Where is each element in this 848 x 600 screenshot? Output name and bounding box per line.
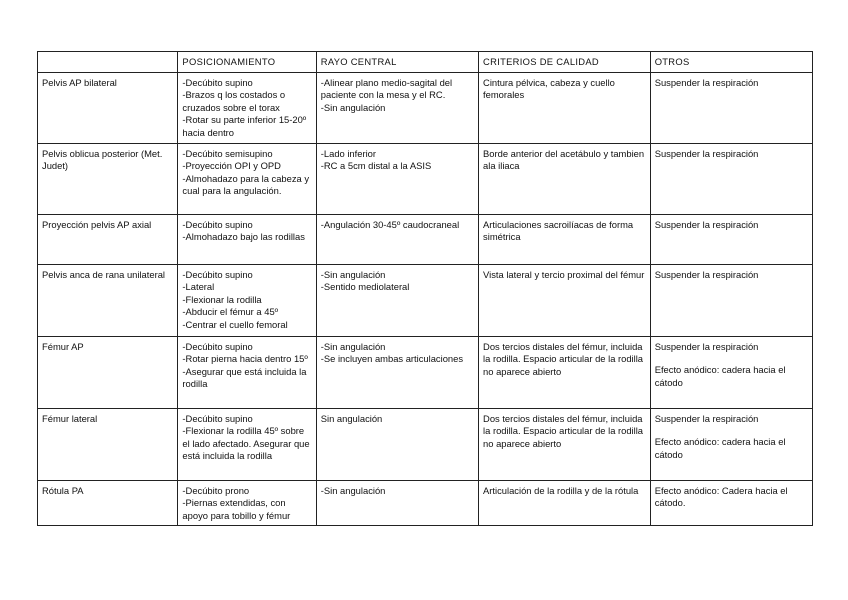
table-row	[38, 144, 813, 215]
cell-criterios: Dos tercios distales del fémur, incluida la rodilla. Espacio articular de la rodilla no aparece abierto	[479, 337, 651, 409]
cell-posicionamiento: -Decúbito supino -Flexionar la rodilla 45º sobre el lado afectado. Asegurar que está incluida la rodilla	[178, 409, 316, 481]
cell-otros: Suspender la respiración	[650, 73, 812, 144]
header-rayo-central: RAYO CENTRAL	[316, 52, 478, 73]
row-name: Rótula PA	[38, 481, 178, 526]
row-name: Pelvis AP bilateral	[38, 73, 178, 144]
cell-criterios: Articulaciones sacroilíacas de forma simétrica	[479, 215, 651, 265]
cell-rayo-central: -Sin angulación -Se incluyen ambas articulaciones	[316, 337, 478, 409]
cell-criterios: Vista lateral y tercio proximal del fémur	[479, 265, 651, 337]
table-row	[38, 215, 813, 265]
cell-rayo-central: -Angulación 30-45º caudocraneal	[316, 215, 478, 265]
cell-rayo-central: Sin angulación	[316, 409, 478, 481]
row-name: Proyección pelvis AP axial	[38, 215, 178, 265]
table-row	[38, 73, 813, 144]
cell-posicionamiento: -Decúbito supino -Almohadazo bajo las rodillas	[178, 215, 316, 265]
cell-otros: Efecto anódico: Cadera hacia el cátodo.	[650, 481, 812, 526]
table-row	[38, 409, 813, 481]
cell-otros: Suspender la respiración Efecto anódico: cadera hacia el cátodo	[650, 409, 812, 481]
table-row	[38, 481, 813, 526]
cell-posicionamiento: -Decúbito supino -Lateral -Flexionar la rodilla -Abducir el fémur a 45º -Centrar el cuello femoral	[178, 265, 316, 337]
cell-otros: Suspender la respiración	[650, 265, 812, 337]
cell-rayo-central: -Sin angulación -Sentido mediolateral	[316, 265, 478, 337]
cell-rayo-central: -Alinear plano medio-sagital del paciente con la mesa y el RC. -Sin angulación	[316, 73, 478, 144]
table-row	[38, 337, 813, 409]
cell-criterios: Borde anterior del acetábulo y tambien ala iliaca	[479, 144, 651, 215]
header-cell-empty	[38, 52, 178, 73]
row-name: Fémur lateral	[38, 409, 178, 481]
header-criterios-de-calidad: CRITERIOS DE CALIDAD	[479, 52, 651, 73]
cell-rayo-central: -Lado inferior -RC a 5cm distal a la ASIS	[316, 144, 478, 215]
cell-otros: Suspender la respiración	[650, 144, 812, 215]
cell-criterios: Dos tercios distales del fémur, incluida la rodilla. Espacio articular de la rodilla no aparece abierto	[479, 409, 651, 481]
header-posicionamiento: POSICIONAMIENTO	[178, 52, 316, 73]
row-name: Pelvis oblicua posterior (Met. Judet)	[38, 144, 178, 215]
table-row	[38, 265, 813, 337]
cell-rayo-central: -Sin angulación	[316, 481, 478, 526]
header-otros: OTROS	[650, 52, 812, 73]
cell-criterios: Articulación de la rodilla y de la rótula	[479, 481, 651, 526]
cell-criterios: Cintura pélvica, cabeza y cuello femorales	[479, 73, 651, 144]
radiography-protocol-table	[37, 51, 813, 526]
cell-otros: Suspender la respiración Efecto anódico: cadera hacia el cátodo	[650, 337, 812, 409]
spacer	[655, 425, 808, 436]
cell-otros: Suspender la respiración	[650, 215, 812, 265]
cell-posicionamiento: -Decúbito prono -Piernas extendidas, con apoyo para tobillo y fémur	[178, 481, 316, 526]
cell-posicionamiento: -Decúbito semisupino -Proyección OPI y OPD -Almohadazo para la cabeza y cual para la angulación.	[178, 144, 316, 215]
cell-posicionamiento: -Decúbito supino -Brazos q los costados o cruzados sobre el torax -Rotar su parte inferior 15-20º hacia dentro	[178, 73, 316, 144]
row-name: Fémur AP	[38, 337, 178, 409]
row-name: Pelvis anca de rana unilateral	[38, 265, 178, 337]
table-header-row	[38, 52, 813, 73]
spacer	[655, 353, 808, 364]
cell-posicionamiento: -Decúbito supino -Rotar pierna hacia dentro 15º -Asegurar que está incluida la rodilla	[178, 337, 316, 409]
